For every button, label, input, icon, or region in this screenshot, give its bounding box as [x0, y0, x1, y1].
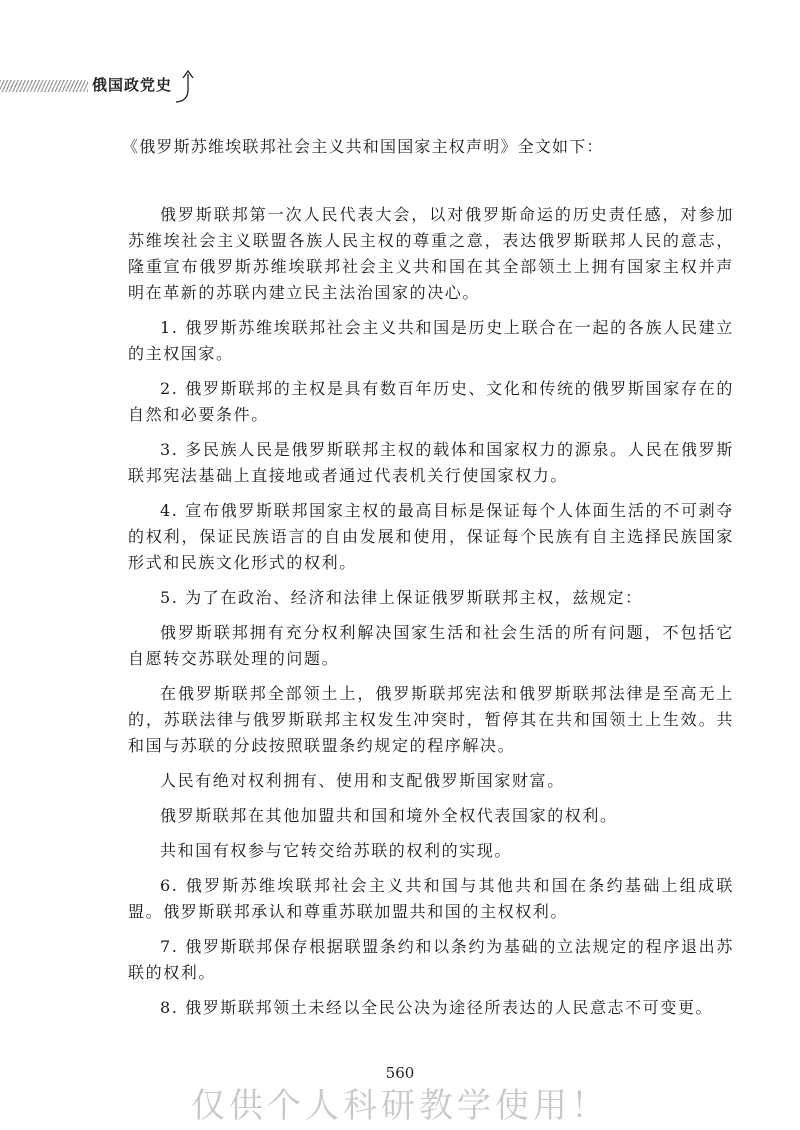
paragraph-article-5-clause-b: 在俄罗斯联邦全部领土上，俄罗斯联邦宪法和俄罗斯联邦法律是至高无上的，苏联法律与俄罗斯联邦主权发生冲突时，暂停其在共和国领土上生效。共和国与苏联的分歧按照联盟条约规定的程序解决。 [128, 684, 734, 755]
paragraph-article-5: 5. 为了在政治、经济和法律上保证俄罗斯联邦主权，兹规定： [160, 588, 643, 607]
paragraph-article-5-clause-e: 共和国有权参与它转交给苏联的权利的实现。 [160, 841, 513, 860]
paragraph-article-5-clause-a: 俄罗斯联邦拥有充分权利解决国家生活和社会生活的所有问题，不包括它自愿转交苏联处理的问题。 [128, 623, 734, 668]
document-intro: 《俄罗斯苏维埃联邦社会主义共和国国家主权声明》全文如下： [122, 137, 604, 156]
watermark: 仅供个人科研教学使用！ [191, 1086, 609, 1126]
paragraph-article-1: 1. 俄罗斯苏维埃联邦社会主义共和国是历史上联合在一起的各族人民建立的主权国家。 [128, 318, 734, 363]
paragraph-article-5-clause-d: 俄罗斯联邦在其他加盟共和国和境外全权代表国家的权利。 [160, 806, 618, 825]
book-title: 俄国政党史 [92, 76, 173, 94]
paragraph-preamble: 俄罗斯联邦第一次人民代表大会，以对俄罗斯命运的历史责任感，对参加苏维埃社会主义联盟各族人民主权的尊重之意，表达俄罗斯联邦人民的意志，隆重宣布俄罗斯苏维埃联邦社会主义共和国在其全部领土上拥有国家主权并声明在革新的苏联内建立民主法治国家的决心。 [128, 205, 734, 302]
page-number: 560 [385, 1064, 415, 1082]
header-arrow-icon [172, 68, 202, 104]
paragraph-article-3: 3. 多民族人民是俄罗斯联邦主权的载体和国家权力的源泉。人民在俄罗斯联邦宪法基础上直接地或者通过代表机关行使国家权力。 [128, 440, 734, 485]
paragraph-article-7: 7. 俄罗斯联邦保存根据联盟条约和以条约为基础的立法规定的程序退出苏联的权利。 [128, 937, 734, 982]
paragraph-article-6: 6. 俄罗斯苏维埃联邦社会主义共和国与其他共和国在条约基础上组成联盟。俄罗斯联邦承认和尊重苏联加盟共和国的主权权利。 [128, 876, 734, 921]
paragraph-article-8: 8. 俄罗斯联邦领土未经以全民公决为途径所表达的人民意志不可变更。 [160, 998, 714, 1017]
paragraph-article-5-clause-c: 人民有绝对权利拥有、使用和支配俄罗斯国家财富。 [160, 771, 565, 790]
paragraph-article-4: 4. 宣布俄罗斯联邦国家主权的最高目标是保证每个人体面生活的不可剥夺的权利，保证民族语言的自由发展和使用，保证每个民族有自主选择民族国家形式和民族文化形式的权利。 [128, 501, 734, 572]
declaration-body [128, 202, 734, 1030]
paragraph-article-2: 2. 俄罗斯联邦的主权是具有数百年历史、文化和传统的俄罗斯国家存在的自然和必要条件。 [128, 379, 734, 424]
running-header [0, 68, 240, 108]
header-hatch-bar [0, 80, 88, 92]
